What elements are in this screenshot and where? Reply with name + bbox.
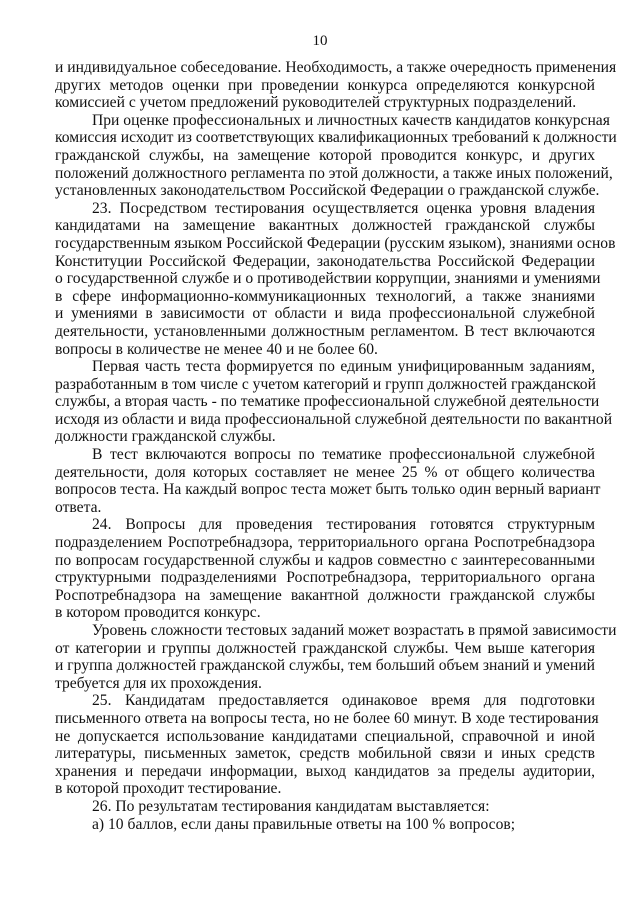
text-line: требуется для их прохождения. — [55, 674, 262, 692]
text-line: 23. Посредством тестирования осуществляется оценка уровня владения — [92, 199, 595, 217]
text-line: в котором проводится конкурс. — [55, 604, 261, 622]
text-line: по вопросам государственной службы и кадров совместно с заинтересованными — [55, 551, 595, 569]
text-line: государственным языком Российской Федерации (русским языком), знаниями основ — [55, 234, 616, 252]
text-line: деятельности, доля которых составляет не менее 25 % от общего количества — [55, 463, 595, 481]
text-line: Конституции Российской Федерации, законодательства Российской Федерации — [55, 252, 595, 270]
text-line: исходя из области и вида профессиональной служебной деятельности по вакантной — [55, 410, 613, 428]
text-line: гражданской службы, на замещение которой проводится конкурс, и других — [55, 146, 595, 164]
text-line: от категории и группы должностей гражданской службы. Чем выше категория — [55, 639, 595, 657]
text-line: других методов оценки при проведении конкурса определяются конкурсной — [55, 76, 595, 94]
text-line: службы, а вторая часть - по тематике профессиональной служебной деятельности — [55, 393, 600, 411]
text-line: 24. Вопросы для проведения тестирования готовятся структурным — [92, 516, 595, 534]
document-body — [55, 59, 617, 833]
text-line: литературы, письменных заметок, средств мобильной связи и иных средств — [55, 745, 595, 763]
text-line: 26. По результатам тестирования кандидатам выставляется: — [92, 797, 490, 815]
text-line: и индивидуальное собеседование. Необходимость, а также очередность применения — [55, 59, 617, 76]
paragraph — [55, 59, 617, 112]
text-line: комиссией с учетом предложений руководителей структурных подразделений. — [55, 94, 577, 112]
text-line: и умениями в зависимости от области и вида профессиональной служебной — [55, 305, 595, 323]
text-line: положений должностного регламента по этой должности, а также иных положений, — [55, 164, 613, 182]
text-line: письменного ответа на вопросы теста, но не более 60 минут. В ходе тестирования — [55, 709, 599, 727]
text-line: установленных законодательством Российской Федерации о гражданской службе. — [55, 182, 600, 200]
paragraph — [55, 358, 613, 446]
text-line: должности гражданской службы. — [55, 428, 276, 446]
paragraph — [55, 692, 599, 798]
paragraph — [55, 516, 595, 622]
text-line: Первая часть теста формируется по единым унифицированным заданиям, — [92, 358, 595, 376]
text-line: вопросы в количестве не менее 40 и не более 60. — [55, 340, 378, 358]
paragraph — [55, 622, 617, 692]
text-line: ответа. — [55, 498, 102, 516]
text-line: о государственной службе и о противодействии коррупции, знаниями и умениями — [55, 270, 601, 288]
text-line: структурными подразделениями Роспотребнадзора, территориального органа — [55, 569, 595, 587]
text-line: кандидатами на замещение вакантных должностей гражданской службы — [55, 217, 595, 235]
page-number: 10 — [312, 33, 328, 49]
paragraph — [55, 816, 595, 834]
text-line: деятельности, установленными должностным регламентом. В тест включаются — [55, 322, 595, 340]
text-line: разработанным в том числе с учетом категорий и групп должностей гражданской — [55, 375, 596, 393]
text-line: При оценке профессиональных и личностных качеств кандидатов конкурсная — [92, 111, 610, 129]
paragraph — [55, 199, 616, 358]
text-line: 25. Кандидатам предоставляется одинаковое время для подготовки — [92, 692, 595, 710]
text-line: и группа должностей гражданской службы, тем больший объем знаний и умений — [55, 657, 595, 675]
text-line: В тест включаются вопросы по тематике профессиональной служебной — [92, 446, 595, 464]
text-line: комиссия исходит из соответствующих квалификационных требований к должности — [55, 129, 617, 147]
paragraph — [55, 798, 595, 816]
text-line: подразделением Роспотребнадзора, территориального органа Роспотребнадзора — [55, 534, 595, 552]
text-line: хранения и передачи информации, выход кандидатов за пределы аудитории, — [55, 762, 595, 780]
paragraph — [55, 446, 601, 516]
text-line: в которой проходит тестирование. — [55, 780, 282, 798]
text-line: в сфере информационно-коммуникационных технологий, а также знаниями — [55, 287, 595, 305]
paragraph — [55, 111, 617, 200]
text-line: Роспотребнадзора на замещение вакантной должности гражданской службы — [55, 586, 595, 604]
text-line: не допускается использование кандидатами специальной, справочной и иной — [55, 727, 595, 745]
text-line: Уровень сложности тестовых заданий может возрастать в прямой зависимости — [92, 622, 617, 639]
text-line: вопросов теста. На каждый вопрос теста может быть только один верный вариант — [55, 481, 601, 499]
text-line: а) 10 баллов, если даны правильные ответы на 100 % вопросов; — [92, 815, 516, 833]
